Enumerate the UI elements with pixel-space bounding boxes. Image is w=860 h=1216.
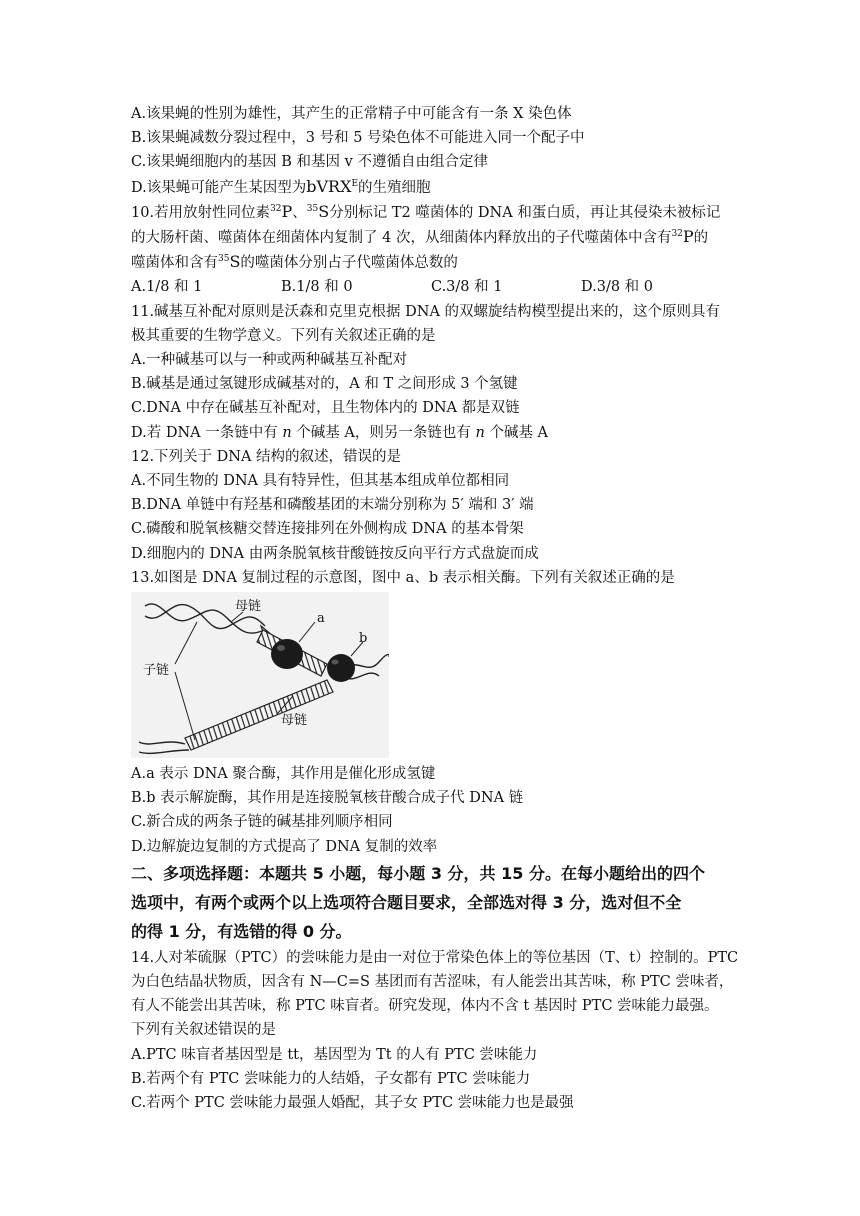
q10-stem-1b: 分别标记 T2 噬菌体的 DNA 和蛋白质，再让其侵染未被标记 (329, 204, 721, 221)
q11-option-d[interactable] (131, 421, 731, 445)
figure-label-parent-bottom: 母链 (281, 713, 308, 729)
figure-label-parent-top: 母链 (235, 599, 262, 615)
q14-stem-line-3: 有人不能尝出其苦味，称 PTC 味盲者。研究发现，体内不含 t 基因时 PTC 尝味能力最强。 (131, 998, 719, 1015)
q11-option-d-c: 个碱基 A (489, 424, 549, 441)
q10-option-a[interactable]: A.1/8 和 1 (131, 279, 203, 296)
q10-separator: 、 (292, 204, 307, 221)
dna-replication-figure (131, 592, 389, 758)
q9-option-d-sup: E (351, 178, 359, 189)
q10-symbol-s-b: S (229, 252, 241, 272)
q13-option-a[interactable]: A.a 表示 DNA 聚合酶，其作用是催化形成氢键 (131, 766, 436, 783)
q12-option-d[interactable]: D.细胞内的 DNA 由两条脱氧核苷酸链按反向平行方式盘旋而成 (131, 545, 539, 562)
figure-label-a: a (317, 611, 325, 627)
q12-stem: 12.下列关于 DNA 结构的叙述，错误的是 (131, 448, 402, 465)
q13-option-d[interactable]: D.边解旋边复制的方式提高了 DNA 复制的效率 (131, 838, 438, 855)
q12-option-c[interactable]: C.磷酸和脱氧核糖交替连接排列在外侧构成 DNA 的基本骨架 (131, 521, 524, 538)
q11-option-d-n2: n (475, 424, 485, 441)
q9-option-d-gene: bVRX (306, 176, 352, 196)
q11-stem-line-1: 11.碱基互补配对原则是沃森和克里克根据 DNA 的双螺旋结构模型提出来的，这个原则具有 (131, 303, 721, 320)
q10-option-c[interactable]: C.3/8 和 1 (431, 279, 503, 296)
q14-option-b[interactable]: B.若两个有 PTC 尝味能力的人结婚，子女都有 PTC 尝味能力 (131, 1070, 531, 1087)
q10-option-d[interactable]: D.3/8 和 0 (581, 279, 653, 296)
q10-option-b[interactable]: B.1/8 和 0 (281, 279, 353, 296)
q10-stem-2a: 的大肠杆菌、噬菌体在细菌体内复制了 4 次，从细菌体内释放出的子代噬菌体中含有 (131, 230, 672, 247)
section-2-heading-line-2: 选项中，有两个或两个以上选项符合题目要求，全部选对得 3 分，选对但不全 (131, 892, 682, 912)
q14-stem-line-4: 下列有关叙述错误的是 (131, 1022, 276, 1039)
q12-option-a[interactable]: A.不同生物的 DNA 具有特异性，但其基本组成单位都相同 (131, 473, 510, 490)
dna-replication-diagram (131, 592, 389, 758)
q11-option-d-n1: n (282, 424, 292, 441)
q13-option-c[interactable]: C.新合成的两条子链的碱基排列顺序相同 (131, 814, 393, 831)
q9-option-d[interactable] (131, 175, 731, 200)
q10-stem-line-2: 的大肠杆菌、噬菌体在细菌体内复制了 4 次，从细菌体内释放出的子代噬菌体中含有$^{32}$P的 (131, 227, 709, 247)
q9-option-d-prefix: D.该果蝇可能产生某因型为 (131, 179, 307, 196)
q10-symbol-s: S (318, 201, 330, 221)
q14-option-c[interactable]: C.若两个 PTC 尝味能力最强人婚配，其子女 PTC 尝味能力也是最强 (131, 1095, 574, 1112)
q11-option-d-a: D.若 DNA 一条链中有 (131, 424, 278, 441)
q11-option-b[interactable]: B.碱基是通过氢键形成碱基对的，A 和 T 之间形成 3 个氢键 (131, 376, 518, 393)
q14-option-a[interactable]: A.PTC 味盲者基因型是 tt，基因型为 Tt 的人有 PTC 尝味能力 (131, 1046, 538, 1063)
q10-sup-35-b: 35 (218, 254, 230, 265)
q11-stem-line-2: 极其重要的生物学意义。下列有关叙述正确的是 (131, 327, 436, 344)
q10-stem-3b: 的噬菌体分别占子代噬菌体总数的 (240, 255, 458, 272)
q13-option-b[interactable]: B.b 表示解旋酶，其作用是连接脱氧核苷酸合成子代 DNA 链 (131, 790, 524, 807)
q9-option-b[interactable]: B.该果蝇减数分裂过程中，3 号和 5 号染色体不可能进入同一个配子中 (131, 130, 585, 147)
q14-stem-line-2: 为白色结晶状物质，因含有 N—C=S 基团而有苦涩味，有人能尝出其苦味，称 PTC 尝味者， (131, 974, 734, 991)
q10-stem-1a: 10.若用放射性同位素 (131, 204, 271, 221)
q12-option-b[interactable]: B.DNA 单链中有羟基和磷酸基团的末端分别称为 5′ 端和 3′ 端 (131, 497, 534, 514)
exam-page (131, 102, 739, 1115)
q11-option-c[interactable]: C.DNA 中存在碱基互补配对，且生物体内的 DNA 都是双链 (131, 400, 520, 417)
q10-symbol-p-b: P (682, 227, 694, 247)
q11-option-a[interactable]: A.一种碱基可以与一种或两种碱基互补配对 (131, 352, 408, 369)
q10-stem-line-3 (131, 250, 731, 275)
q10-sup-32: 32 (270, 203, 282, 214)
section-2-heading-line-1: 二、多项选择题：本题共 5 小题，每小题 3 分，共 15 分。在每小题给出的四个 (131, 863, 705, 883)
figure-label-b: b (359, 631, 368, 647)
q9-option-c[interactable]: C.该果蝇细胞内的基因 B 和基因 v 不遵循自由组合定律 (131, 154, 488, 171)
q10-sup-32-b: 32 (671, 229, 683, 240)
q10-symbol-p: P (281, 201, 293, 221)
figure-label-daughter: 子链 (143, 663, 170, 679)
q13-stem: 13.如图是 DNA 复制过程的示意图，图中 a、b 表示相关酶。下列有关叙述正确的是 (131, 569, 675, 586)
q10-stem-line-1 (131, 200, 731, 225)
q10-sup-35: 35 (306, 203, 319, 214)
q9-option-d-suffix: 的生殖细胞 (358, 179, 431, 196)
q14-stem-line-1: 14.人对苯硫脲（PTC）的尝味能力是由一对位于常染色体上的等位基因（T、t）控制的。PTC (131, 949, 739, 966)
q10-stem-3a: 噬菌体和含有 (131, 255, 218, 272)
section-2-heading-line-3: 的得 1 分，有选错的得 0 分。 (131, 921, 352, 941)
q9-option-a[interactable]: A.该果蝇的性别为雄性，其产生的正常精子中可能含有一条 X 染色体 (131, 106, 572, 122)
q10-options (131, 275, 731, 299)
q11-option-d-b: 个碱基 A，则另一条链也有 (296, 424, 471, 441)
